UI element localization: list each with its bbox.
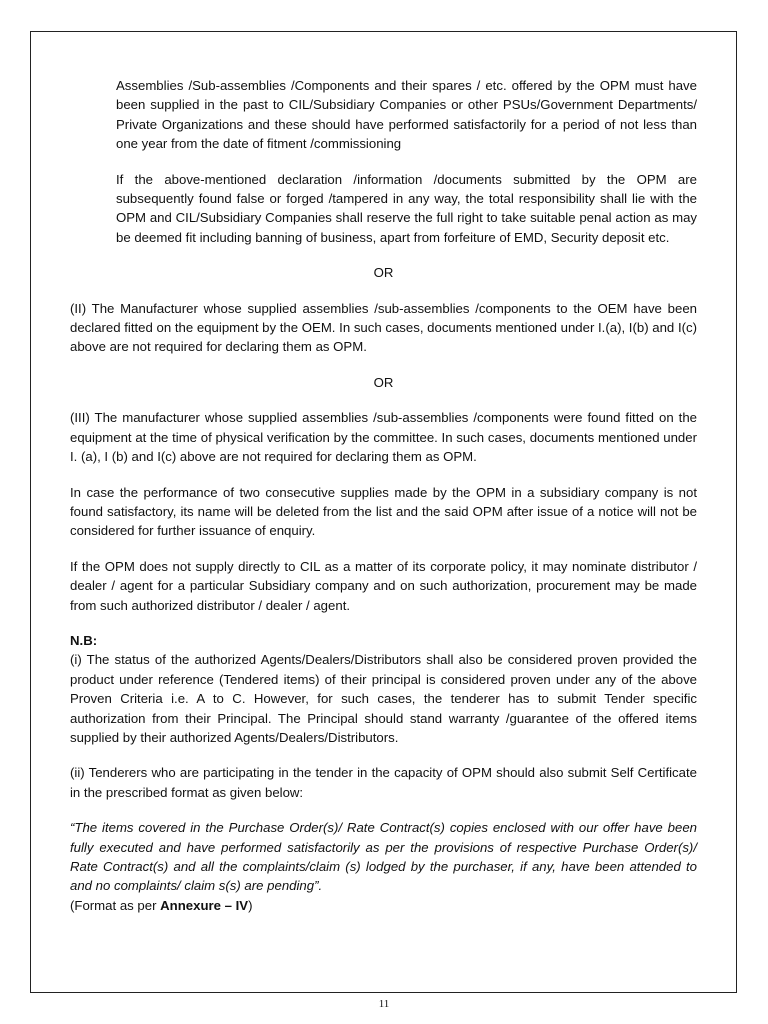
document-body — [70, 76, 697, 915]
nb-item-ii: (ii) Tenderers who are participating in the tender in the capacity of OPM should also submit Self Certificate in the prescribed format as given below: — [70, 765, 697, 800]
or-separator-2: OR — [373, 374, 394, 390]
format-reference — [70, 896, 697, 915]
self-certificate-quote: “The items covered in the Purchase Order(s)/ Rate Contract(s) copies enclosed with our offer have been fully executed and have performed satisfactorily as per the provisions of respective Purchase Order(s)/ Rate Contract(s) and all the complaints/claim (s) lodged by the purchaser, if any, have been attended to and no complaints/ claim s(s) are pending”. — [70, 820, 697, 894]
paragraph-distributor: If the OPM does not supply directly to CIL as a matter of its corporate policy, it may nominate distributor / dealer / agent for a particular Subsidiary company and on such authorization, procurement may be made from such authorized distributor / dealer / agent. — [70, 558, 697, 613]
annexure-reference: Annexure – IV — [160, 897, 249, 913]
paragraph-supply-history: Assemblies /Sub-assemblies /Components and their spares / etc. offered by the OPM must have been supplied in the past to CIL/Subsidiary Companies or other PSUs/Government Departments/ Private Organizations and these should have performed satisfactorily for a period of not less than one year from the date of fitment /commissioning — [116, 78, 697, 152]
format-prefix: (Format as per — [70, 897, 161, 913]
paragraph-false-declaration: If the above-mentioned declaration /information /documents submitted by the OPM are subsequently found false or forged /tampered in any way, the total responsibility shall lie with the OPM and CIL/Subsidiary Companies shall reserve the full right to take suitable penal action as may be deemed fit including banning of business, apart from forfeiture of EMD, Security deposit etc. — [116, 171, 697, 245]
nb-heading: N.B: — [70, 632, 98, 648]
paragraph-criterion-ii: (II) The Manufacturer whose supplied assemblies /sub-assemblies /components to the OEM have been declared fitted on the equipment by the OEM. In such cases, documents mentioned under I.(a), I(b) and I(c) above are not required for declaring them as OPM. — [70, 300, 697, 355]
or-separator-1: OR — [373, 265, 394, 281]
paragraph-performance: In case the performance of two consecutive supplies made by the OPM in a subsidiary company is not found satisfactory, its name will be deleted from the list and the said OPM after issue of a notice will not be considered for further issuance of enquiry. — [70, 484, 697, 539]
paragraph-criterion-iii: (III) The manufacturer whose supplied assemblies /sub-assemblies /components were found fitted on the equipment at the time of physical verification by the committee. In such cases, documents mentioned under I. (a), I (b) and I(c) above are not required for declaring them as OPM. — [70, 410, 697, 465]
format-suffix: ) — [248, 897, 253, 913]
page-number: 11 — [378, 998, 390, 1010]
nb-item-i: (i) The status of the authorized Agents/Dealers/Distributors shall also be considered proven provided the product under reference (Tendered items) of their principal is considered proven under any of the above Proven Criteria i.e. A to C. However, for such cases, the tenderer has to submit Tender specific authorization from their Principal. The Principal should stand warranty /guarantee of the offered items supplied by their authorized Agents/Dealers/Distributors. — [70, 652, 697, 745]
